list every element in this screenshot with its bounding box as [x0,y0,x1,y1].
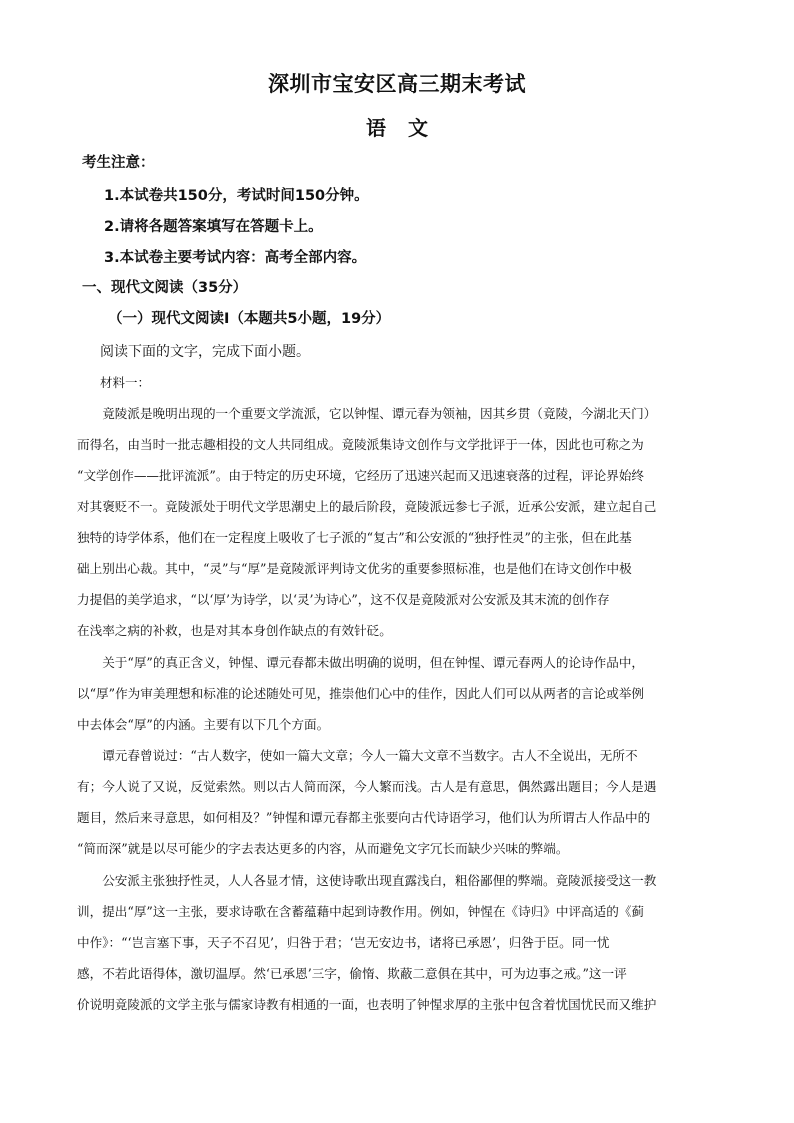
material-label: 材料一： [100,375,151,390]
instruction-text: 阅读下面的文字，完成下面小题。 [100,344,310,360]
notice-item: 1.本试卷共150分，考试时间150分钟。 [104,188,369,204]
passage-line: 有；今人说了又说，反觉索然。则以古人简而深，今人繁而浅。古人是有意思，偶然露出题目；今人是遇 [77,779,657,794]
passage-line: 竟陵派是晚明出现的一个重要文学流派，它以钟惺、谭元春为领袖，因其乡贯（竟陵，今湖北天门） [77,406,657,421]
notice-item: 3.本试卷主要考试内容：高考全部内容。 [104,250,367,266]
passage-line: 以“厚”作为审美理想和标准的论述随处可见，推崇他们心中的佳作，因此人们可以从两者的言论或举例 [77,686,645,701]
passage-line: 训，提出“厚”这一主张，要求诗歌在含蓄蕴藉中起到诗教作用。例如，钟惺在《诗归》中评高适的《蓟 [77,904,645,919]
passage-line: 础上别出心裁。其中，“灵”与“厚”是竟陵派评判诗文优劣的重要参照标准，也是他们在诗文创作中极 [77,561,632,576]
passage-line: 力提倡的美学追求，“以‘厚’为诗学，以‘灵’为诗心”，这不仅是竟陵派对公安派及其末流的创作存 [77,592,610,607]
notice-item: 2.请将各题答案填写在答题卡上。 [104,219,323,235]
passage-line: 在浅率之病的补救，也是对其本身创作缺点的有效针砭。 [77,623,392,638]
subject-title: 语文 [366,116,450,140]
passage-line: 中去体会“厚”的内涵。主要有以下几个方面。 [77,717,330,732]
passage-line: 独特的诗学体系，他们在一定程度上吸收了七子派的“复古”和公安派的“独抒性灵”的主张，但在此基 [77,530,632,545]
exam-title: 深圳市宝安区高三期末考试 [268,72,526,96]
passage-line: 公安派主张独抒性灵，人人各显才情，这使诗歌出现直露浅白，粗俗鄙俚的弊端。竟陵派接受这一教 [77,873,657,888]
passage-line: 关于“厚”的真正含义，钟惺、谭元春都未做出明确的说明，但在钟惺、谭元春两人的论诗作品中， [77,655,645,670]
passage-line: “文学创作——批评流派”。由于特定的历史环境，它经历了迅速兴起而又迅速衰落的过程，评论界始终 [77,468,645,483]
section-heading: 一、现代文阅读（35分） [82,280,248,296]
notice-heading: 考生注意： [82,155,155,171]
passage-line: 而得名，由当时一批志趣相投的文人共同组成。竟陵派集诗文创作与文学批评于一体，因此也可称之为 [77,437,644,452]
passage-line: 感，不若此语得体，激切温厚。然‘已承恩’三字，偷惰、欺蔽二意俱在其中，可为边事之戒。”这一评 [77,966,627,981]
passage-line: 谭元春曾说过：“古人数字，使如一篇大文章；今人一篇大文章不当数字。古人不全说出，无所不 [77,748,638,763]
passage-line: “简而深”就是以尽可能少的字去表达更多的内容，从而避免文字冗长而缺少兴味的弊端。 [77,841,569,856]
subsection-heading: （一）现代文阅读Ⅰ（本题共5小题，19分） [108,311,391,327]
passage-line: 价说明竟陵派的文学主张与儒家诗教有相通的一面，也表明了钟惺求厚的主张中包含着忧国忧民而又维护 [77,997,657,1012]
passage-line: 中作》：“‘岂言塞下事，天子不召见’，归咎于君；‘岂无安边书，诸将已承恩’，归咎于臣。同一忧 [77,935,610,950]
passage-line: 题目，然后来寻意思，如何相及？”钟惺和谭元春都主张要向古代诗语学习，他们认为所谓古人作品中的 [77,810,651,825]
passage-line: 对其褒贬不一。竟陵派处于明代文学思潮史上的最后阶段，竟陵派远参七子派，近承公安派，建立起自己 [77,499,657,514]
